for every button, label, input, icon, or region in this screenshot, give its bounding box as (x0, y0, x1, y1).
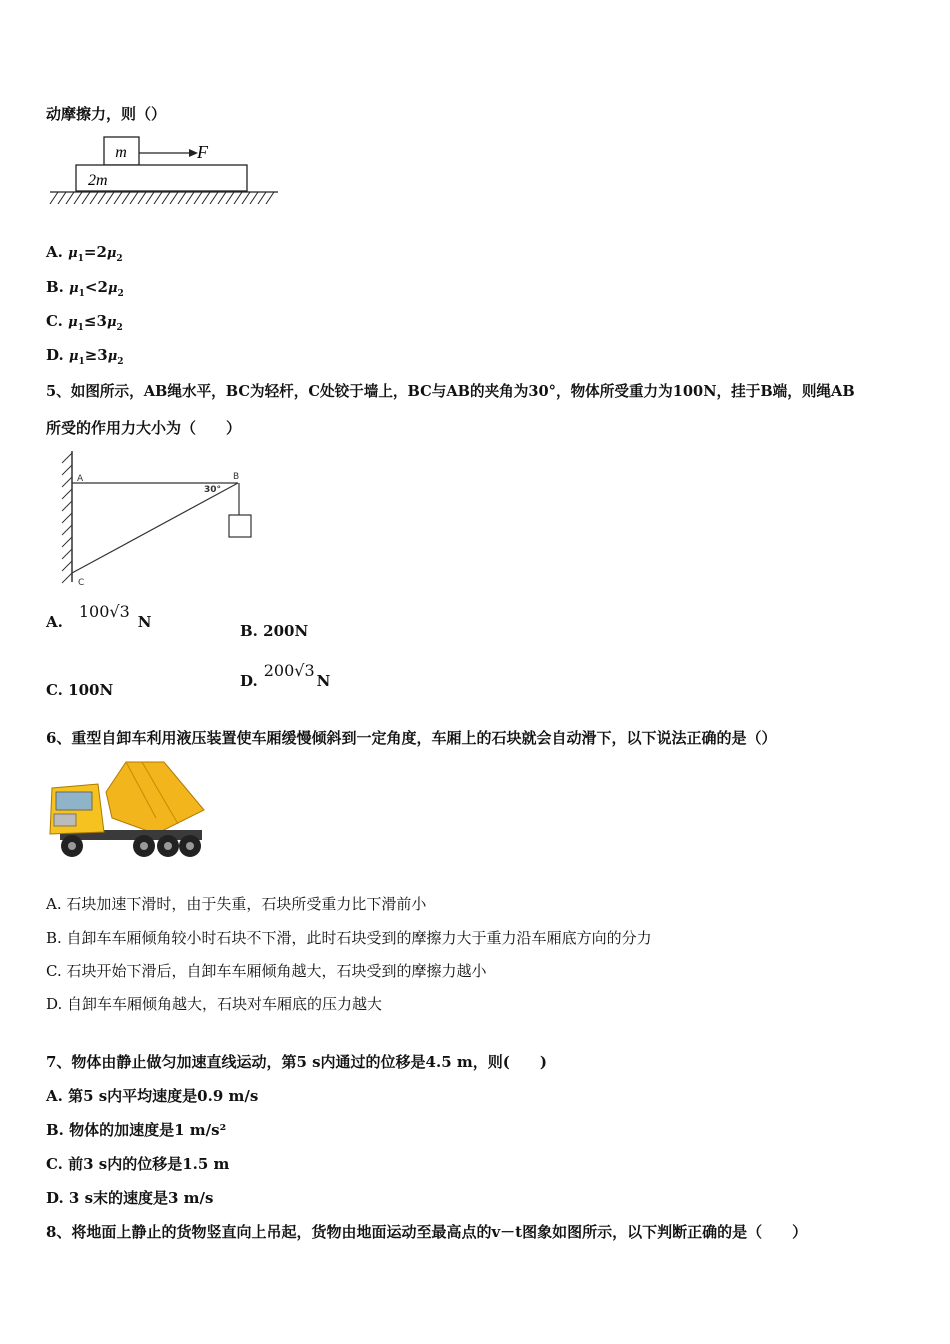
dump-truck-image (46, 758, 206, 866)
unit: N (316, 672, 331, 690)
mu-symbol: μ (68, 315, 78, 330)
hanging-weight (229, 515, 251, 537)
radical-expression: 200√3 (263, 661, 315, 680)
q6-option-a[interactable]: A. 石块加速下滑时，由于失重，石块所受重力比下滑前小 (46, 895, 427, 913)
q8-stem: 8、将地面上静止的货物竖直向上吊起，货物由地面运动至最高点的v－t图象如图所示，以下判断正确的是（ ） (46, 1223, 808, 1241)
mu-symbol: μ (68, 246, 78, 261)
option-value: 100N (68, 681, 114, 699)
option-relation: =2 (83, 243, 107, 261)
mu-symbol: μ (69, 281, 79, 296)
option-letter: D. (46, 346, 64, 364)
q5-option-b[interactable] (240, 622, 308, 640)
option-relation: ≤3 (83, 312, 107, 330)
q7-option-c[interactable]: C. 前3 s内的位移是1.5 m (46, 1155, 230, 1173)
q5-option-a[interactable] (46, 602, 152, 631)
angle-label: 30° (204, 485, 222, 495)
force-label: F (197, 142, 208, 162)
block-2m-label: 2m (88, 172, 108, 189)
truck-windshield (56, 792, 92, 810)
q5-option-d[interactable] (240, 661, 331, 690)
rod-bc (72, 483, 238, 573)
point-a-label: A (77, 474, 84, 484)
option-letter: B. (46, 278, 64, 296)
option-letter: B. (240, 622, 258, 640)
point-c-label: C (78, 578, 85, 588)
unit: N (137, 613, 152, 631)
option-relation: <2 (84, 278, 108, 296)
truck-tipper-body (106, 762, 204, 834)
q4-stem-tail: 动摩擦力，则（） (46, 105, 167, 123)
q4-blocks-figure (46, 134, 286, 210)
q4-option-c[interactable]: C. $\mu_1\le 3\mu_2$ (46, 312, 123, 333)
q7-option-b[interactable]: B. 物体的加速度是1 m/s² (46, 1121, 227, 1139)
q5-stem-line2: 所受的作用力大小为（ ） (46, 419, 242, 437)
q7-stem: 7、物体由静止做匀加速直线运动，第5 s内通过的位移是4.5 m，则( ) (46, 1053, 547, 1071)
option-value: 200N (263, 622, 309, 640)
q5-bracket-figure (50, 447, 270, 592)
ground-hatch (50, 192, 274, 204)
option-letter: A. (46, 613, 63, 631)
q4-option-d[interactable]: D. $\mu_1\ge 3\mu_2$ (46, 346, 124, 367)
q6-stem: 6、重型自卸车利用液压装置使车厢缓慢倾斜到一定角度，车厢上的石块就会自动滑下，以下说法正确的是（） (46, 729, 777, 747)
truck-grille (54, 814, 76, 826)
point-b-label: B (233, 472, 240, 482)
q7-option-a[interactable]: A. 第5 s内平均速度是0.9 m/s (46, 1087, 259, 1105)
q4-option-b[interactable]: B. $\mu_1<2\mu_2$ (46, 278, 124, 299)
q5-option-c[interactable] (46, 681, 113, 699)
block-m-label: m (115, 144, 127, 161)
wall-hatch (62, 453, 72, 583)
mu-symbol: μ (68, 349, 79, 364)
q5-stem-line1: 5、如图所示，AB绳水平，BC为轻杆，C处铰于墙上，BC与AB的夹角为30°，物体所受重力为100N，挂于B端，则绳AB (46, 383, 855, 400)
q6-option-b[interactable]: B. 自卸车车厢倾角较小时石块不下滑，此时石块受到的摩擦力大于重力沿车厢底方向的分力 (46, 929, 652, 947)
radical-expression: 100√3 (78, 602, 130, 621)
option-letter: C. (46, 681, 63, 699)
q6-option-c[interactable]: C. 石块开始下滑后，自卸车车厢倾角越大，石块受到的摩擦力越小 (46, 962, 487, 980)
q7-option-d[interactable]: D. 3 s末的速度是3 m/s (46, 1189, 214, 1207)
option-letter: A. (46, 243, 63, 261)
q6-option-d[interactable]: D. 自卸车车厢倾角越大，石块对车厢底的压力越大 (46, 995, 383, 1013)
q4-option-a[interactable]: A. $\mu_1=2\mu_2$ (46, 243, 123, 264)
option-relation: ≥3 (84, 346, 108, 364)
option-letter: C. (46, 312, 63, 330)
option-letter: D. (240, 672, 258, 690)
